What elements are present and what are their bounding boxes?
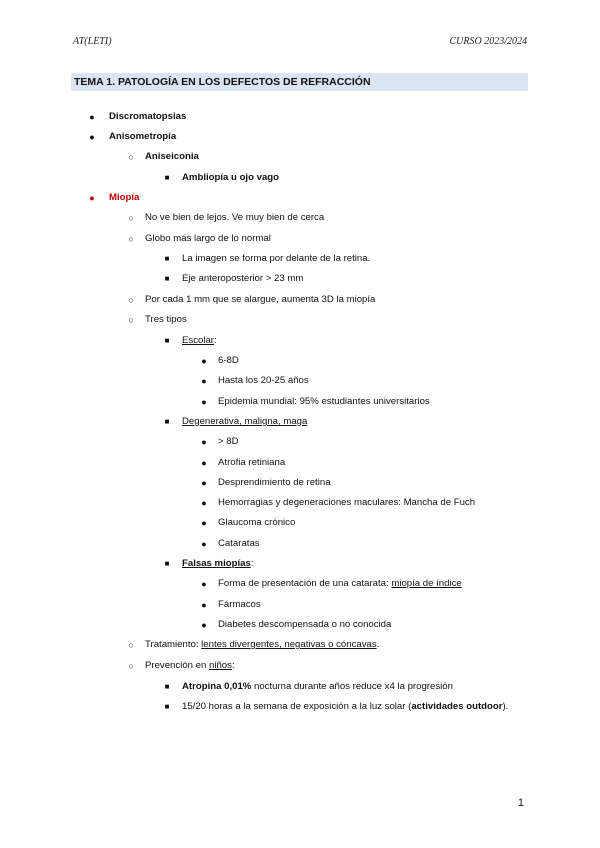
list-item: No ve bien de lejos. Ve muy bien de cerca [145, 212, 325, 223]
circle-bullet: ○ [128, 315, 134, 325]
text: : [231, 660, 235, 671]
disc-bullet: ● [201, 620, 207, 630]
list-item: Fármacos [218, 599, 261, 610]
text: Forma de presentación de una catarata: [218, 578, 392, 589]
square-bullet: ■ [164, 417, 170, 426]
disc-bullet: ● [201, 356, 207, 366]
list-item: Glaucoma crónico [218, 517, 296, 528]
list-item: Globo más largo de lo normal [145, 233, 271, 244]
list-item-miopia: Miopía [109, 192, 140, 203]
disc-bullet: ● [201, 498, 207, 508]
disc-bullet: ● [201, 579, 207, 589]
underlined-text: niños [209, 660, 232, 671]
text: ). [502, 701, 509, 712]
text: nocturna durante años reduce x4 la progresión [251, 681, 453, 692]
square-bullet: ■ [164, 254, 170, 263]
circle-bullet: ○ [128, 661, 134, 671]
list-item-falsas-miopias [182, 558, 253, 570]
list-item-ambliopia: Ambliopía u ojo vago [182, 172, 280, 183]
list-item-aniseiconia: Aniseiconia [145, 151, 199, 162]
disc-bullet: ● [89, 112, 95, 122]
list-item: Tres tipos [145, 314, 187, 325]
list-item-tratamiento [145, 639, 379, 651]
list-item: 6-8D [218, 355, 239, 366]
escolar-label: Escolar [182, 335, 214, 346]
underlined-text: miopía de índice [391, 578, 462, 589]
list-item-anisometropia: Anisometropía [109, 131, 177, 142]
underlined-text: lentes divergentes, negativas o cóncavas [201, 639, 377, 650]
disc-bullet: ● [89, 193, 95, 203]
list-item: Cataratas [218, 538, 260, 549]
circle-bullet: ○ [128, 295, 134, 305]
circle-bullet: ○ [128, 213, 134, 223]
text: . [376, 639, 380, 650]
page-number: 1 [517, 797, 524, 809]
disc-bullet: ● [201, 518, 207, 528]
list-item: Epidemia mundial: 95% estudiantes universitarios [218, 396, 430, 407]
list-item: Por cada 1 mm que se alargue, aumenta 3D la miopía [145, 294, 376, 305]
falsas-label: Falsas miopías [182, 558, 251, 569]
square-bullet: ■ [164, 702, 170, 711]
text: 15/20 horas a la semana de exposición a la luz solar ( [182, 701, 412, 712]
header-right: CURSO 2023/2024 [449, 36, 527, 47]
list-item [182, 701, 508, 713]
list-item: Hemorragias y degeneraciones maculares: Mancha de Fuch [218, 497, 476, 508]
bold-text: Atropina 0,01% [182, 681, 252, 692]
colon: : [214, 335, 217, 346]
square-bullet: ■ [164, 173, 170, 182]
square-bullet: ■ [164, 274, 170, 283]
list-item: Desprendimiento de retina [218, 477, 331, 488]
list-item-discromatopsias: Discromatopsias [109, 111, 187, 122]
circle-bullet: ○ [128, 640, 134, 650]
list-item: Diabetes descompensada o no conocida [218, 619, 392, 630]
text: Prevención en [145, 660, 209, 671]
list-item-prevencion [145, 660, 235, 672]
list-item: > 8D [218, 436, 239, 447]
disc-bullet: ● [201, 397, 207, 407]
square-bullet: ■ [164, 336, 170, 345]
list-item: Hasta los 20-25 años [218, 375, 309, 386]
disc-bullet: ● [89, 132, 95, 142]
list-item [182, 681, 453, 693]
list-item-degenerativa [182, 416, 307, 428]
colon: : [250, 558, 254, 569]
disc-bullet: ● [201, 376, 207, 386]
text: Tratamiento: [145, 639, 202, 650]
disc-bullet: ● [201, 478, 207, 488]
square-bullet: ■ [164, 559, 170, 568]
list-item: La imagen se forma por delante de la retina. [182, 253, 371, 264]
bold-text: actividades outdoor [411, 701, 503, 712]
header-left: AT(LETI) [73, 36, 112, 47]
disc-bullet: ● [201, 458, 207, 468]
list-item-escolar [182, 335, 217, 347]
degenerativa-label: Degenerativa, maligna, maga [182, 416, 308, 427]
list-item: Atrofia retiniana [218, 457, 286, 468]
list-item: Eje anteroposterior > 23 mm [182, 273, 304, 284]
disc-bullet: ● [201, 600, 207, 610]
square-bullet: ■ [164, 682, 170, 691]
section-title: TEMA 1. PATOLOGÍA EN LOS DEFECTOS DE REFRACCIÓN [71, 73, 528, 91]
circle-bullet: ○ [128, 234, 134, 244]
disc-bullet: ● [201, 539, 207, 549]
disc-bullet: ● [201, 437, 207, 447]
list-item [218, 578, 462, 590]
circle-bullet: ○ [128, 152, 134, 162]
